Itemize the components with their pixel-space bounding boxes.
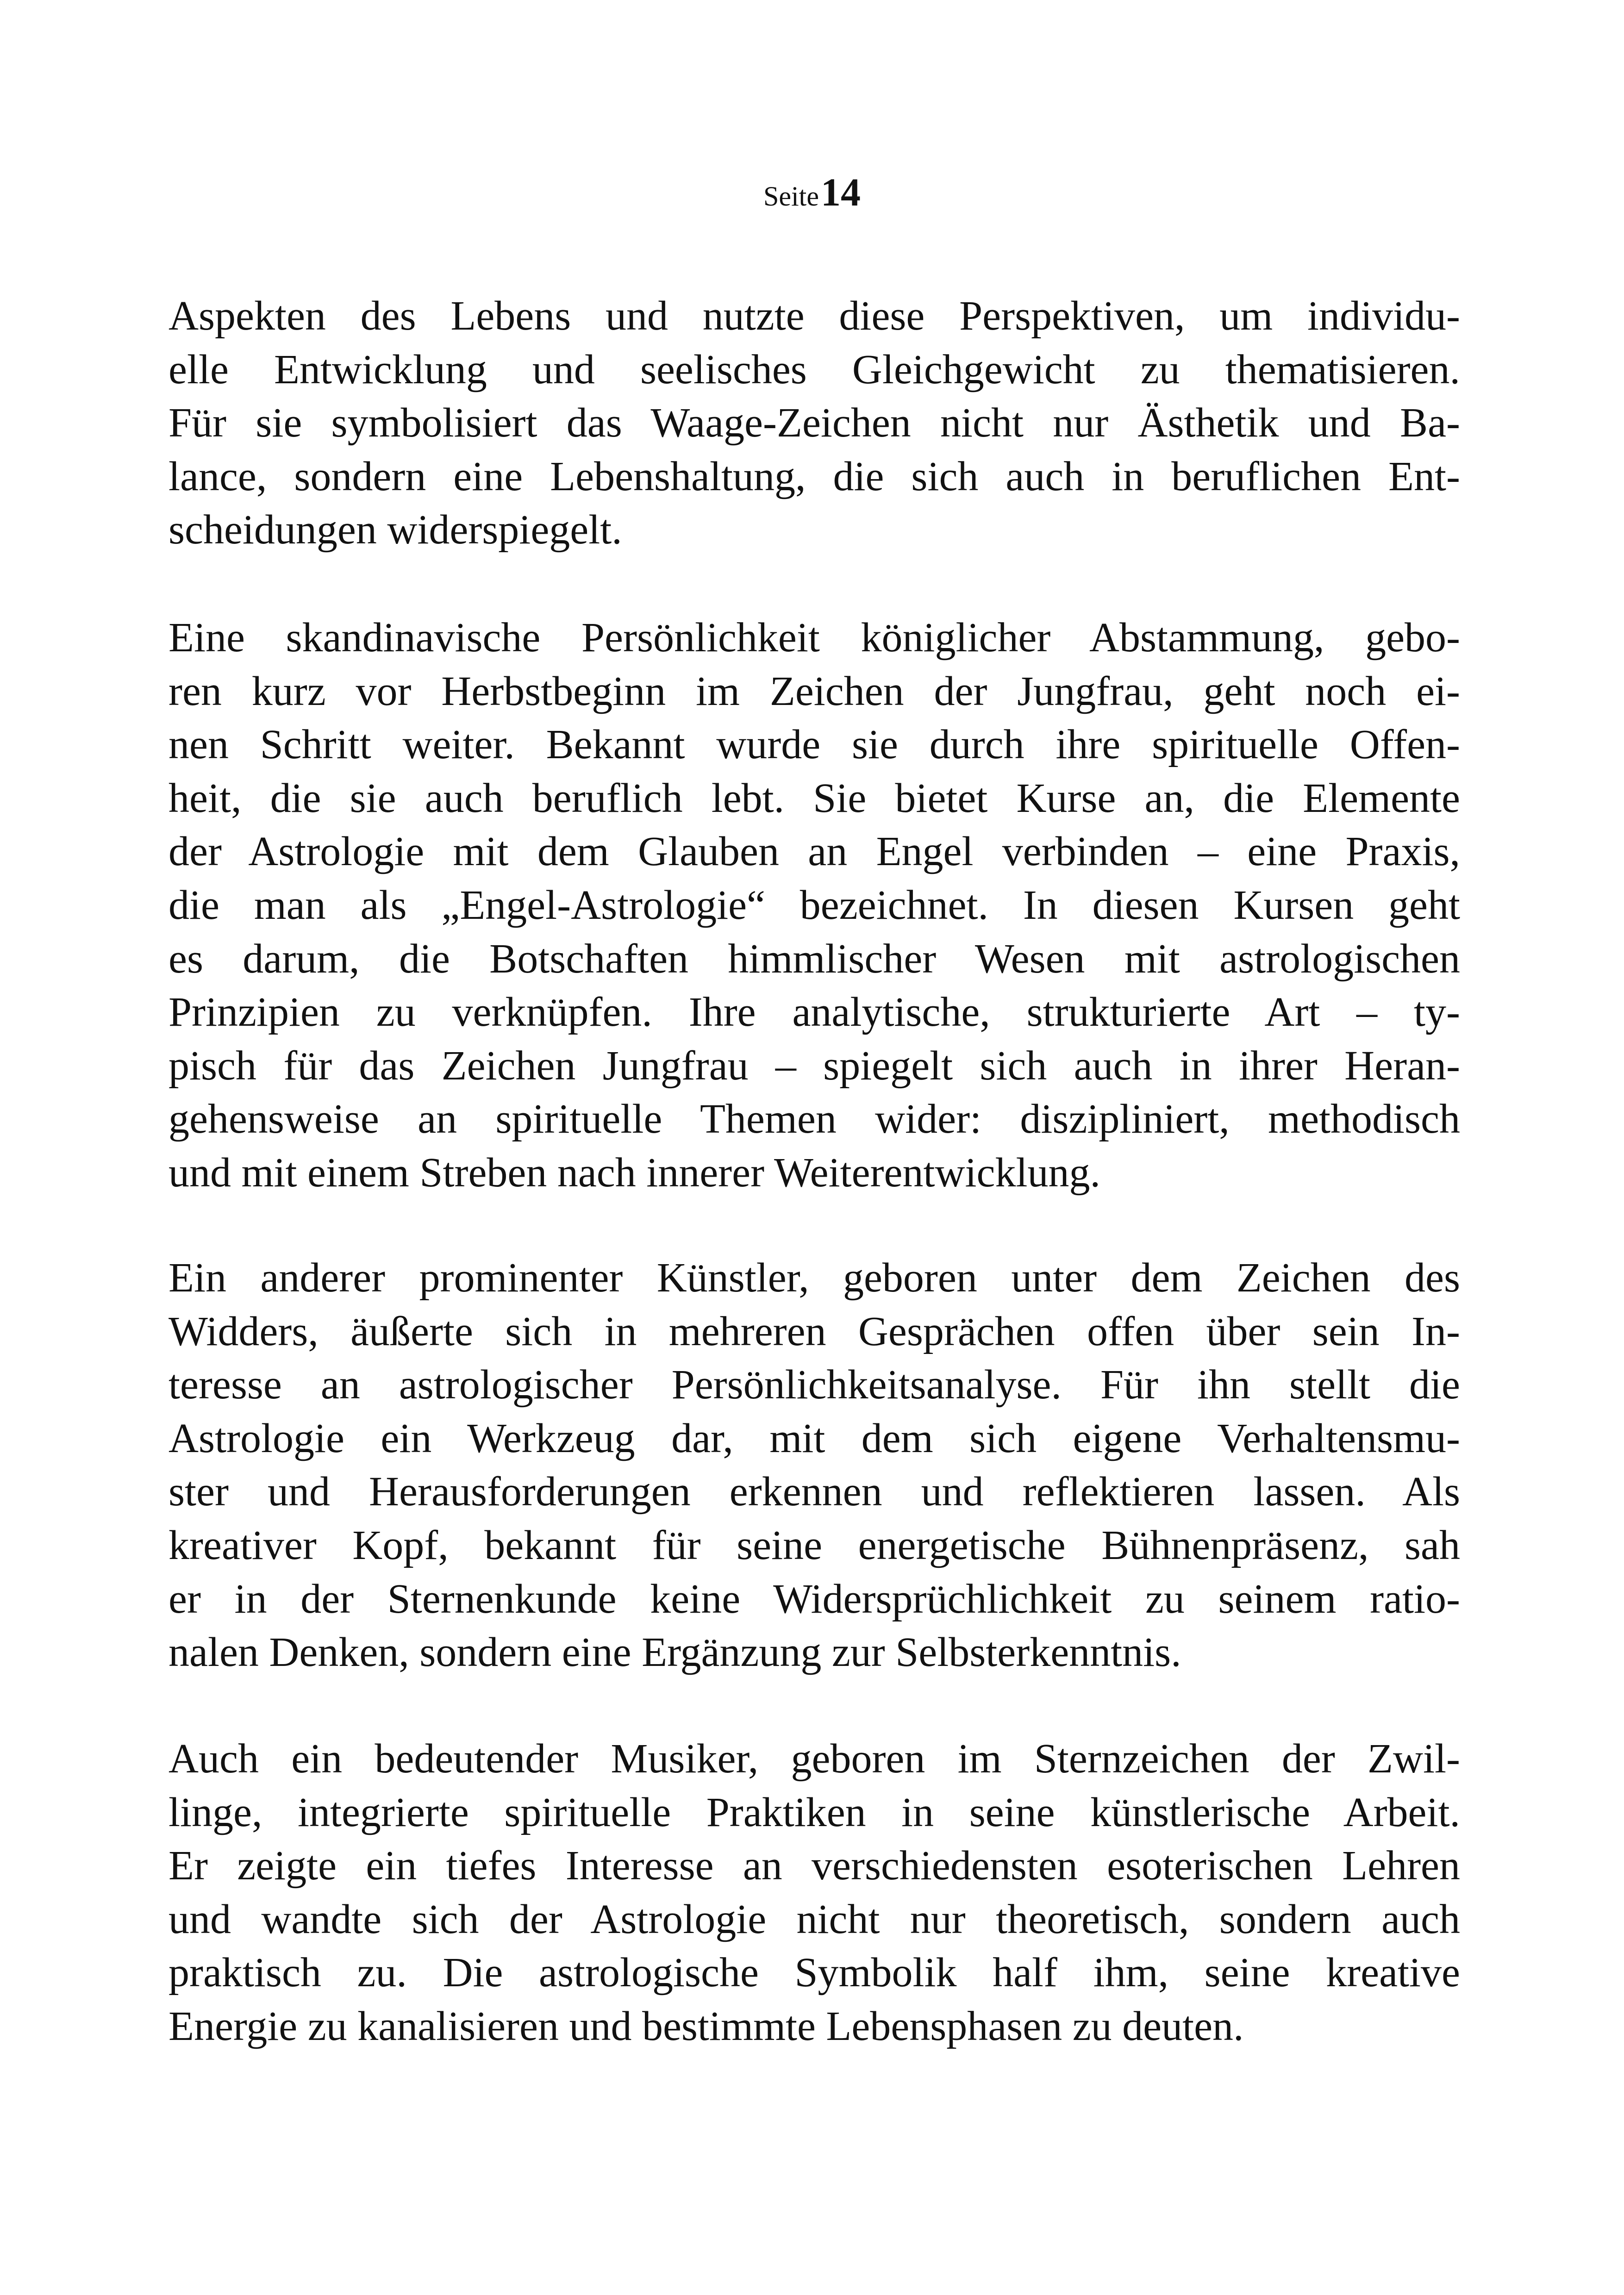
text-line: Prinzipien zu verknüpfen. Ihre analytische, strukturierte Art – ty-: [169, 989, 1460, 1035]
text-line: gehensweise an spirituelle Themen wider: diszipliniert, methodisch: [169, 1096, 1460, 1142]
page-label: Seite: [763, 181, 819, 212]
text-line: praktisch zu. Die astrologische Symbolik half ihm, seine kreative: [169, 1950, 1460, 1996]
text-line: heit, die sie auch beruflich lebt. Sie bietet Kurse an, die Elemente: [169, 775, 1460, 821]
text-line: ren kurz vor Herbstbeginn im Zeichen der Jungfrau, geht noch ei-: [169, 668, 1460, 714]
text-line: Aspekten des Lebens und nutzte diese Perspektiven, um individu-: [169, 293, 1460, 339]
text-line: Astrologie ein Werkzeug dar, mit dem sich eigene Verhaltensmu-: [169, 1415, 1460, 1461]
text-line: und mit einem Streben nach innerer Weiterentwicklung.: [169, 1149, 1100, 1196]
paragraph-2: [169, 611, 1460, 1200]
text-line: Ein anderer prominenter Künstler, geboren unter dem Zeichen des: [169, 1255, 1460, 1301]
text-line: linge, integrierte spirituelle Praktiken in seine künstlerische Arbeit.: [169, 1789, 1460, 1835]
text-line: Energie zu kanalisieren und bestimmte Lebensphasen zu deuten.: [169, 2003, 1244, 2049]
text-line: Eine skandinavische Persönlichkeit königlicher Abstammung, gebo-: [169, 615, 1460, 661]
paragraph-1: [169, 289, 1460, 557]
paragraph-3: [169, 1251, 1460, 1679]
text-line: teresse an astrologischer Persönlichkeitsanalyse. Für ihn stellt die: [169, 1362, 1460, 1408]
text-line: scheidungen widerspiegelt.: [169, 507, 622, 553]
text-line: ster und Herausforderungen erkennen und reflektieren lassen. Als: [169, 1469, 1460, 1515]
text-line: nalen Denken, sondern eine Ergänzung zur Selbsterkenntnis.: [169, 1629, 1181, 1676]
text-line: Auch ein bedeutender Musiker, geboren im Sternzeichen der Zwil-: [169, 1736, 1460, 1782]
text-line: der Astrologie mit dem Glauben an Engel verbinden – eine Praxis,: [169, 829, 1460, 875]
text-line: er in der Sternenkunde keine Widersprüchlichkeit zu seinem ratio-: [169, 1576, 1460, 1622]
text-line: Für sie symbolisiert das Waage-Zeichen nicht nur Ästhetik und Ba-: [169, 400, 1460, 446]
text-line: kreativer Kopf, bekannt für seine energetische Bühnenpräsenz, sah: [169, 1522, 1460, 1568]
text-line: die man als „Engel-Astrologie“ bezeichnet. In diesen Kursen geht: [169, 882, 1460, 928]
text-line: nen Schritt weiter. Bekannt wurde sie durch ihre spirituelle Offen-: [169, 722, 1460, 768]
text-line: pisch für das Zeichen Jungfrau – spiegelt sich auch in ihrer Heran-: [169, 1042, 1460, 1089]
page-header: [0, 169, 1624, 215]
text-line: und wandte sich der Astrologie nicht nur theoretisch, sondern auch: [169, 1896, 1460, 1942]
paragraph-4: [169, 1732, 1460, 2053]
text-line: lance, sondern eine Lebenshaltung, die sich auch in beruflichen Ent-: [169, 453, 1460, 499]
text-line: es darum, die Botschaften himmlischer Wesen mit astrologischen: [169, 935, 1460, 982]
page-number: 14: [820, 170, 861, 214]
text-line: Widders, äußerte sich in mehreren Gesprächen offen über sein In-: [169, 1308, 1460, 1354]
text-line: elle Entwicklung und seelisches Gleichgewicht zu thematisieren.: [169, 346, 1460, 393]
text-line: Er zeigte ein tiefes Interesse an verschiedensten esoterischen Lehren: [169, 1843, 1460, 1889]
